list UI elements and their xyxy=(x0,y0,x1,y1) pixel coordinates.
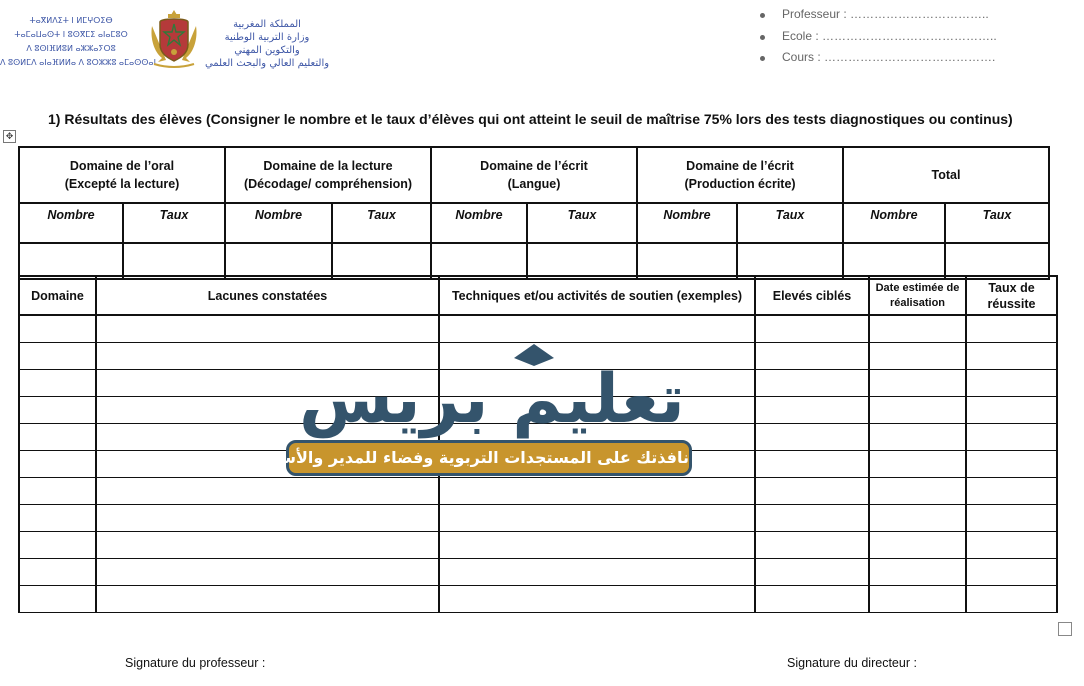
tifinagh-line: ⵜⴰⴳⵍⴷⵉⵜ ⵏ ⵍⵎⵖⵔⵉⴱ xyxy=(29,16,113,25)
input-cell[interactable] xyxy=(755,343,869,370)
input-cell[interactable] xyxy=(869,478,966,505)
input-cell[interactable] xyxy=(19,370,96,397)
input-cell[interactable] xyxy=(966,478,1057,505)
arabic-header-line: والتكوين المهني xyxy=(234,45,300,56)
nombre-subheader: Nombre xyxy=(843,203,945,243)
nombre-subheader: Nombre xyxy=(225,203,332,243)
input-cell[interactable] xyxy=(869,451,966,478)
input-cell[interactable] xyxy=(439,559,755,586)
eleves-cibles-column-header: Elevés ciblés xyxy=(755,276,869,315)
input-cell[interactable] xyxy=(19,532,96,559)
input-cell[interactable] xyxy=(966,532,1057,559)
taux-subheader: Taux xyxy=(945,203,1049,243)
input-cell[interactable] xyxy=(869,586,966,613)
arabic-header-line: وزارة التربية الوطنية xyxy=(224,32,310,43)
input-cell[interactable] xyxy=(966,451,1057,478)
section-title: 1) Résultats des élèves (Consigner le nombre et le taux d’élèves qui ont atteint le seuil de maîtrise 75% lors des tests diagnostiques ou continus) xyxy=(48,111,1013,127)
domain-reading-header: Domaine de la lecture (Décodage/ compréhension) xyxy=(225,147,431,203)
school-field[interactable]: Ecole : …………………………………….. xyxy=(757,29,997,51)
input-cell[interactable] xyxy=(966,424,1057,451)
input-cell[interactable] xyxy=(96,586,439,613)
input-cell[interactable] xyxy=(869,559,966,586)
watermark-tagline-banner: نافذتك على المستجدات التربوية وفضاء للمدير والأستاذ والتلميذ xyxy=(286,440,692,476)
professor-signature-label: Signature du professeur : xyxy=(125,656,266,670)
input-cell[interactable] xyxy=(755,505,869,532)
input-cell[interactable] xyxy=(755,424,869,451)
input-cell[interactable] xyxy=(755,532,869,559)
domain-writing-language-header: Domaine de l’écrit (Langue) xyxy=(431,147,637,203)
table-row xyxy=(19,505,1057,532)
arabic-header-line: والتعليم العالي والبحث العلمي xyxy=(204,58,330,69)
watermark-logo-text: تعليم بريس xyxy=(299,360,685,439)
input-cell[interactable] xyxy=(755,397,869,424)
input-cell[interactable] xyxy=(755,451,869,478)
input-cell[interactable] xyxy=(19,343,96,370)
input-cell[interactable] xyxy=(332,243,431,279)
input-cell[interactable] xyxy=(966,586,1057,613)
tifinagh-line: ⴷ ⵓⵙⵍⵎⴷ ⴰⵏⴰⴼⵍⵍⴰ ⴷ ⵓⵔⵣⵣⵓ ⴰⵎⴰⵙⵙⴰⵏ xyxy=(0,58,156,67)
input-cell[interactable] xyxy=(439,586,755,613)
input-cell[interactable] xyxy=(945,243,1049,279)
input-cell[interactable] xyxy=(439,478,755,505)
input-cell[interactable] xyxy=(439,505,755,532)
taux-subheader: Taux xyxy=(332,203,431,243)
taux-reussite-column-header: Taux de réussite xyxy=(966,276,1057,315)
input-cell[interactable] xyxy=(96,478,439,505)
input-cell[interactable] xyxy=(966,315,1057,343)
input-cell[interactable] xyxy=(869,343,966,370)
domain-oral-header: Domaine de l’oral (Excepté la lecture) xyxy=(19,147,225,203)
input-cell[interactable] xyxy=(869,370,966,397)
taux-subheader: Taux xyxy=(737,203,843,243)
input-cell[interactable] xyxy=(19,424,96,451)
input-cell[interactable] xyxy=(966,505,1057,532)
watermark-logo xyxy=(299,336,685,442)
table-move-handle-icon[interactable]: ✥ xyxy=(3,130,16,143)
input-cell[interactable] xyxy=(869,505,966,532)
moroccan-coat-of-arms-emblem xyxy=(146,8,202,68)
table-row xyxy=(19,559,1057,586)
tifinagh-line: ⴷ ⵓⵙⵏⴼⵍⵓⵍ ⴰⵣⵣⴰⵢⵔⵓ xyxy=(26,44,116,53)
input-cell[interactable] xyxy=(755,559,869,586)
input-cell[interactable] xyxy=(19,315,96,343)
table-resize-handle[interactable] xyxy=(1058,622,1072,636)
date-column-header: Date estimée de réalisation xyxy=(869,276,966,315)
nombre-subheader: Nombre xyxy=(637,203,737,243)
input-cell[interactable] xyxy=(755,315,869,343)
table-row xyxy=(19,532,1057,559)
input-cell[interactable] xyxy=(431,243,527,279)
total-header: Total xyxy=(843,147,1049,203)
ministry-name-tifinagh xyxy=(0,14,156,70)
teacher-info-list xyxy=(757,7,997,72)
input-cell[interactable] xyxy=(225,243,332,279)
ministry-name-arabic xyxy=(196,18,338,70)
input-cell[interactable] xyxy=(19,505,96,532)
taux-subheader: Taux xyxy=(123,203,225,243)
nombre-subheader: Nombre xyxy=(19,203,123,243)
input-cell[interactable] xyxy=(19,586,96,613)
results-table xyxy=(18,146,1050,280)
arabic-header-line: المملكة المغربية xyxy=(233,19,301,30)
professor-field[interactable]: Professeur : …………………………….. xyxy=(757,7,997,29)
input-cell[interactable] xyxy=(439,532,755,559)
input-cell[interactable] xyxy=(96,505,439,532)
input-cell[interactable] xyxy=(96,532,439,559)
input-cell[interactable] xyxy=(843,243,945,279)
input-cell[interactable] xyxy=(19,397,96,424)
nombre-subheader: Nombre xyxy=(431,203,527,243)
input-cell[interactable] xyxy=(123,243,225,279)
techniques-column-header: Techniques et/ou activités de soutien (exemples) xyxy=(439,276,755,315)
taux-subheader: Taux xyxy=(527,203,637,243)
input-cell[interactable] xyxy=(966,343,1057,370)
input-cell[interactable] xyxy=(755,370,869,397)
table-row xyxy=(19,586,1057,613)
input-cell[interactable] xyxy=(755,586,869,613)
domain-writing-production-header: Domaine de l’écrit (Production écrite) xyxy=(637,147,843,203)
input-cell[interactable] xyxy=(637,243,737,279)
table-row xyxy=(19,478,1057,505)
input-cell[interactable] xyxy=(869,397,966,424)
input-cell[interactable] xyxy=(966,370,1057,397)
input-cell[interactable] xyxy=(869,315,966,343)
domaine-column-header: Domaine xyxy=(19,276,96,315)
tifinagh-line: ⵜⴰⵎⴰⵡⴰⵙⵜ ⵏ ⵓⵙⴳⵎⵉ ⴰⵏⴰⵎⵓⵔ xyxy=(14,30,128,39)
input-cell[interactable] xyxy=(19,559,96,586)
input-cell[interactable] xyxy=(966,559,1057,586)
input-cell[interactable] xyxy=(869,424,966,451)
input-cell[interactable] xyxy=(96,559,439,586)
input-cell[interactable] xyxy=(966,397,1057,424)
input-cell[interactable] xyxy=(869,532,966,559)
input-cell[interactable] xyxy=(19,451,96,478)
input-cell[interactable] xyxy=(737,243,843,279)
input-cell[interactable] xyxy=(19,243,123,279)
course-field[interactable]: Cours : ……………………………………. xyxy=(757,50,997,72)
input-cell[interactable] xyxy=(19,478,96,505)
input-cell[interactable] xyxy=(755,478,869,505)
input-cell[interactable] xyxy=(527,243,637,279)
director-signature-label: Signature du directeur : xyxy=(787,656,917,670)
lacunes-column-header: Lacunes constatées xyxy=(96,276,439,315)
